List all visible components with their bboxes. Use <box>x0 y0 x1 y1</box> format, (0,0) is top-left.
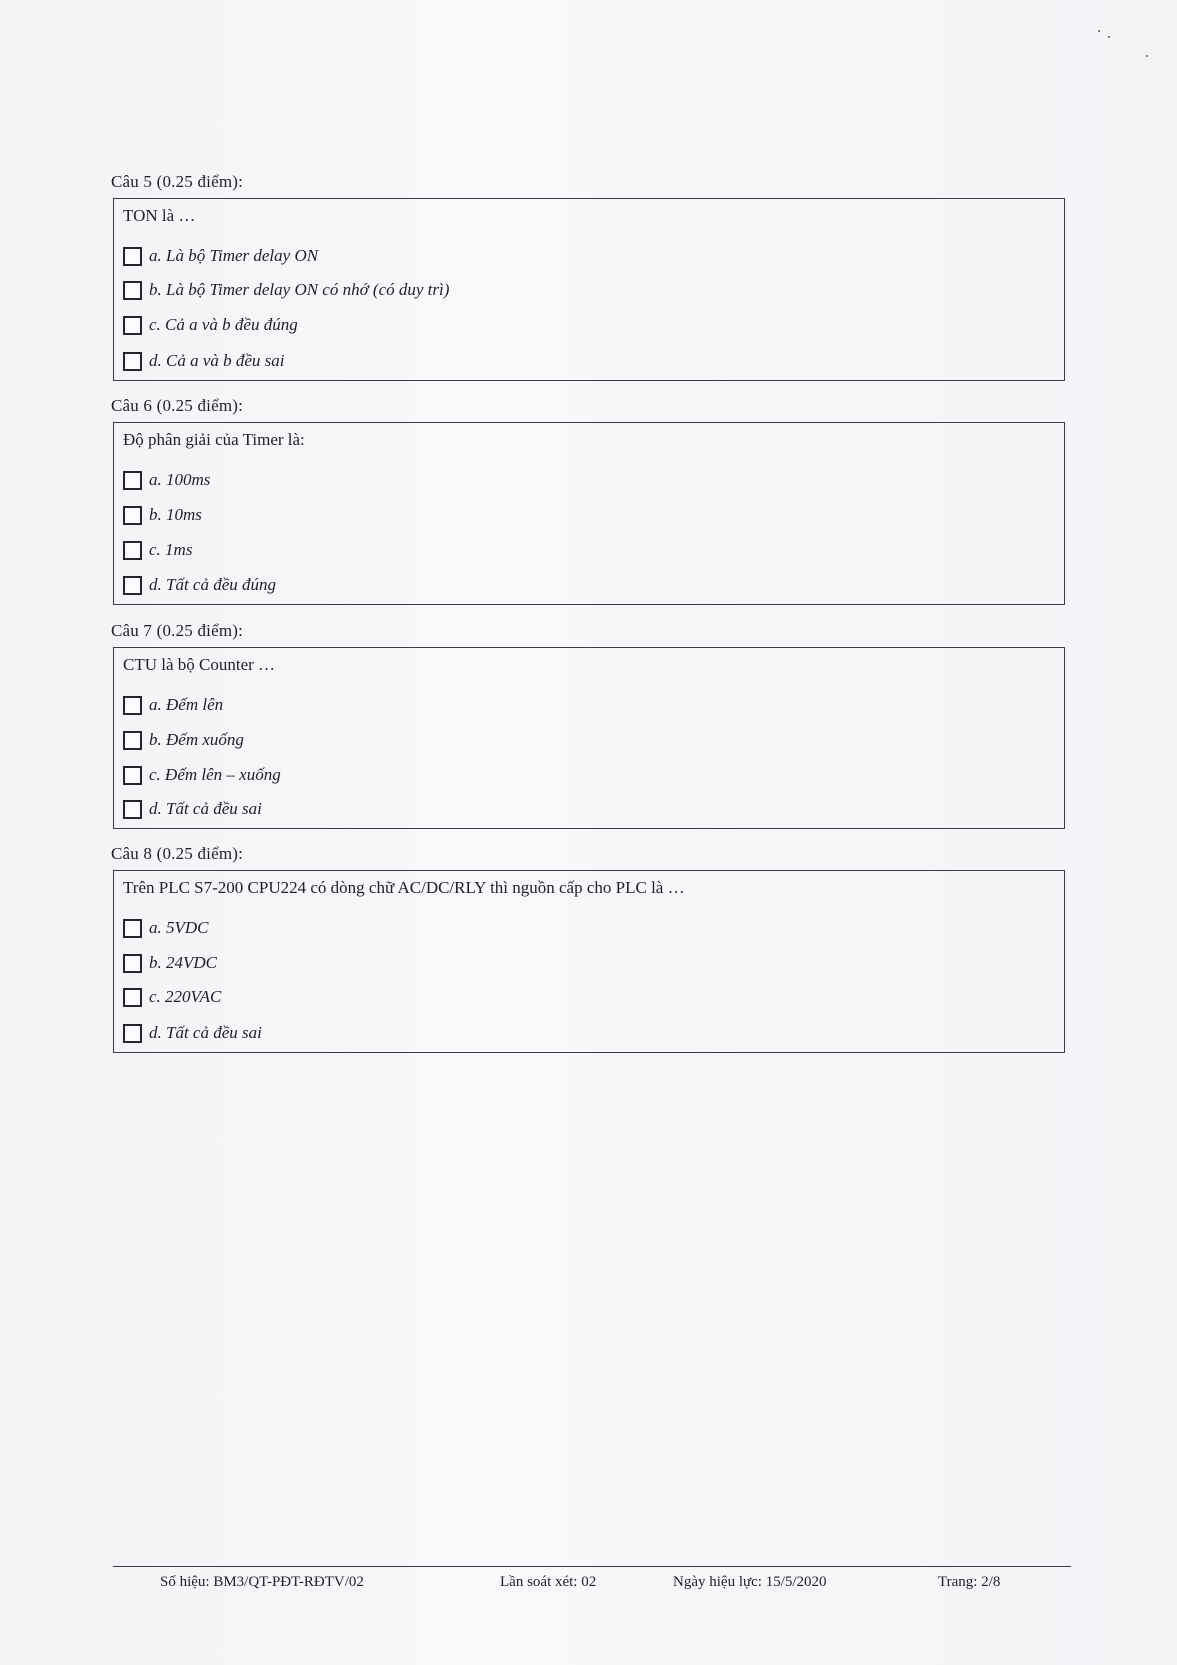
option-label: a. Đếm lên <box>149 695 224 714</box>
question-7-label: Câu 7 (0.25 điểm): <box>111 621 244 640</box>
question-8-box <box>113 870 1065 1053</box>
option-label: a. 100ms <box>149 470 211 489</box>
question-6-option-b[interactable] <box>123 503 202 527</box>
checkbox-icon[interactable] <box>123 541 142 560</box>
checkbox-icon[interactable] <box>123 471 142 490</box>
scan-speck <box>1098 30 1100 32</box>
checkbox-icon[interactable] <box>123 919 142 938</box>
question-7-option-c[interactable] <box>123 763 281 787</box>
question-5-option-c[interactable] <box>123 313 298 337</box>
question-7-stem: CTU là bộ Counter … <box>123 655 276 674</box>
checkbox-icon[interactable] <box>123 766 142 785</box>
option-label: c. 1ms <box>149 540 193 559</box>
question-6-option-a[interactable] <box>123 468 210 492</box>
question-6-box <box>113 422 1065 605</box>
option-label: b. 10ms <box>149 505 202 524</box>
checkbox-icon[interactable] <box>123 281 142 300</box>
checkbox-icon[interactable] <box>123 800 142 819</box>
question-5-box <box>113 198 1065 381</box>
question-7-box <box>113 647 1065 829</box>
footer-doc-code: Số hiệu: BM3/QT-PĐT-RĐTV/02 <box>160 1574 364 1590</box>
question-5-label: Câu 5 (0.25 điểm): <box>111 172 244 191</box>
question-8-option-b[interactable] <box>123 951 217 975</box>
option-label: c. Đếm lên – xuống <box>149 765 281 784</box>
checkbox-icon[interactable] <box>123 1024 142 1043</box>
option-label: c. Cả a và b đều đúng <box>149 315 298 334</box>
checkbox-icon[interactable] <box>123 316 142 335</box>
checkbox-icon[interactable] <box>123 696 142 715</box>
question-7-option-b[interactable] <box>123 728 244 752</box>
option-label: a. Là bộ Timer delay ON <box>149 246 319 265</box>
checkbox-icon[interactable] <box>123 506 142 525</box>
checkbox-icon[interactable] <box>123 247 142 266</box>
checkbox-icon[interactable] <box>123 731 142 750</box>
question-7-option-a[interactable] <box>123 693 223 717</box>
question-6-stem: Độ phân giải của Timer là: <box>123 430 305 449</box>
option-label: d. Tất cả đều đúng <box>149 575 277 594</box>
footer-revision: Lần soát xét: 02 <box>500 1574 597 1590</box>
scan-speck <box>1108 36 1110 38</box>
checkbox-icon[interactable] <box>123 988 142 1007</box>
option-label: d. Tất cả đều sai <box>149 1023 262 1042</box>
question-5-option-b[interactable] <box>123 278 449 302</box>
option-label: b. Là bộ Timer delay ON có nhớ (có duy trì) <box>149 280 450 299</box>
question-5-option-a[interactable] <box>123 244 318 268</box>
question-6-option-d[interactable] <box>123 573 276 597</box>
question-5-option-d[interactable] <box>123 349 285 373</box>
option-label: b. 24VDC <box>149 953 217 972</box>
question-6-option-c[interactable] <box>123 538 192 562</box>
question-8-option-a[interactable] <box>123 916 209 940</box>
checkbox-icon[interactable] <box>123 576 142 595</box>
scan-speck <box>1146 55 1148 57</box>
option-label: b. Đếm xuống <box>149 730 244 749</box>
question-8-option-c[interactable] <box>123 985 221 1009</box>
question-7-option-d[interactable] <box>123 797 262 821</box>
footer-page-number: Trang: 2/8 <box>938 1574 1001 1590</box>
footer-divider <box>113 1566 1071 1567</box>
question-8-option-d[interactable] <box>123 1021 262 1045</box>
option-label: c. 220VAC <box>149 987 222 1006</box>
option-label: d. Cả a và b đều sai <box>149 351 285 370</box>
question-5-stem: TON là … <box>123 206 196 225</box>
option-label: a. 5VDC <box>149 918 209 937</box>
checkbox-icon[interactable] <box>123 352 142 371</box>
checkbox-icon[interactable] <box>123 954 142 973</box>
question-8-stem: Trên PLC S7-200 CPU224 có dòng chữ AC/DC/RLY thì nguồn cấp cho PLC là … <box>123 878 685 897</box>
question-6-label: Câu 6 (0.25 điểm): <box>111 396 244 415</box>
question-8-label: Câu 8 (0.25 điểm): <box>111 844 244 863</box>
footer-effective-date: Ngày hiệu lực: 15/5/2020 <box>673 1574 827 1590</box>
option-label: d. Tất cả đều sai <box>149 799 262 818</box>
